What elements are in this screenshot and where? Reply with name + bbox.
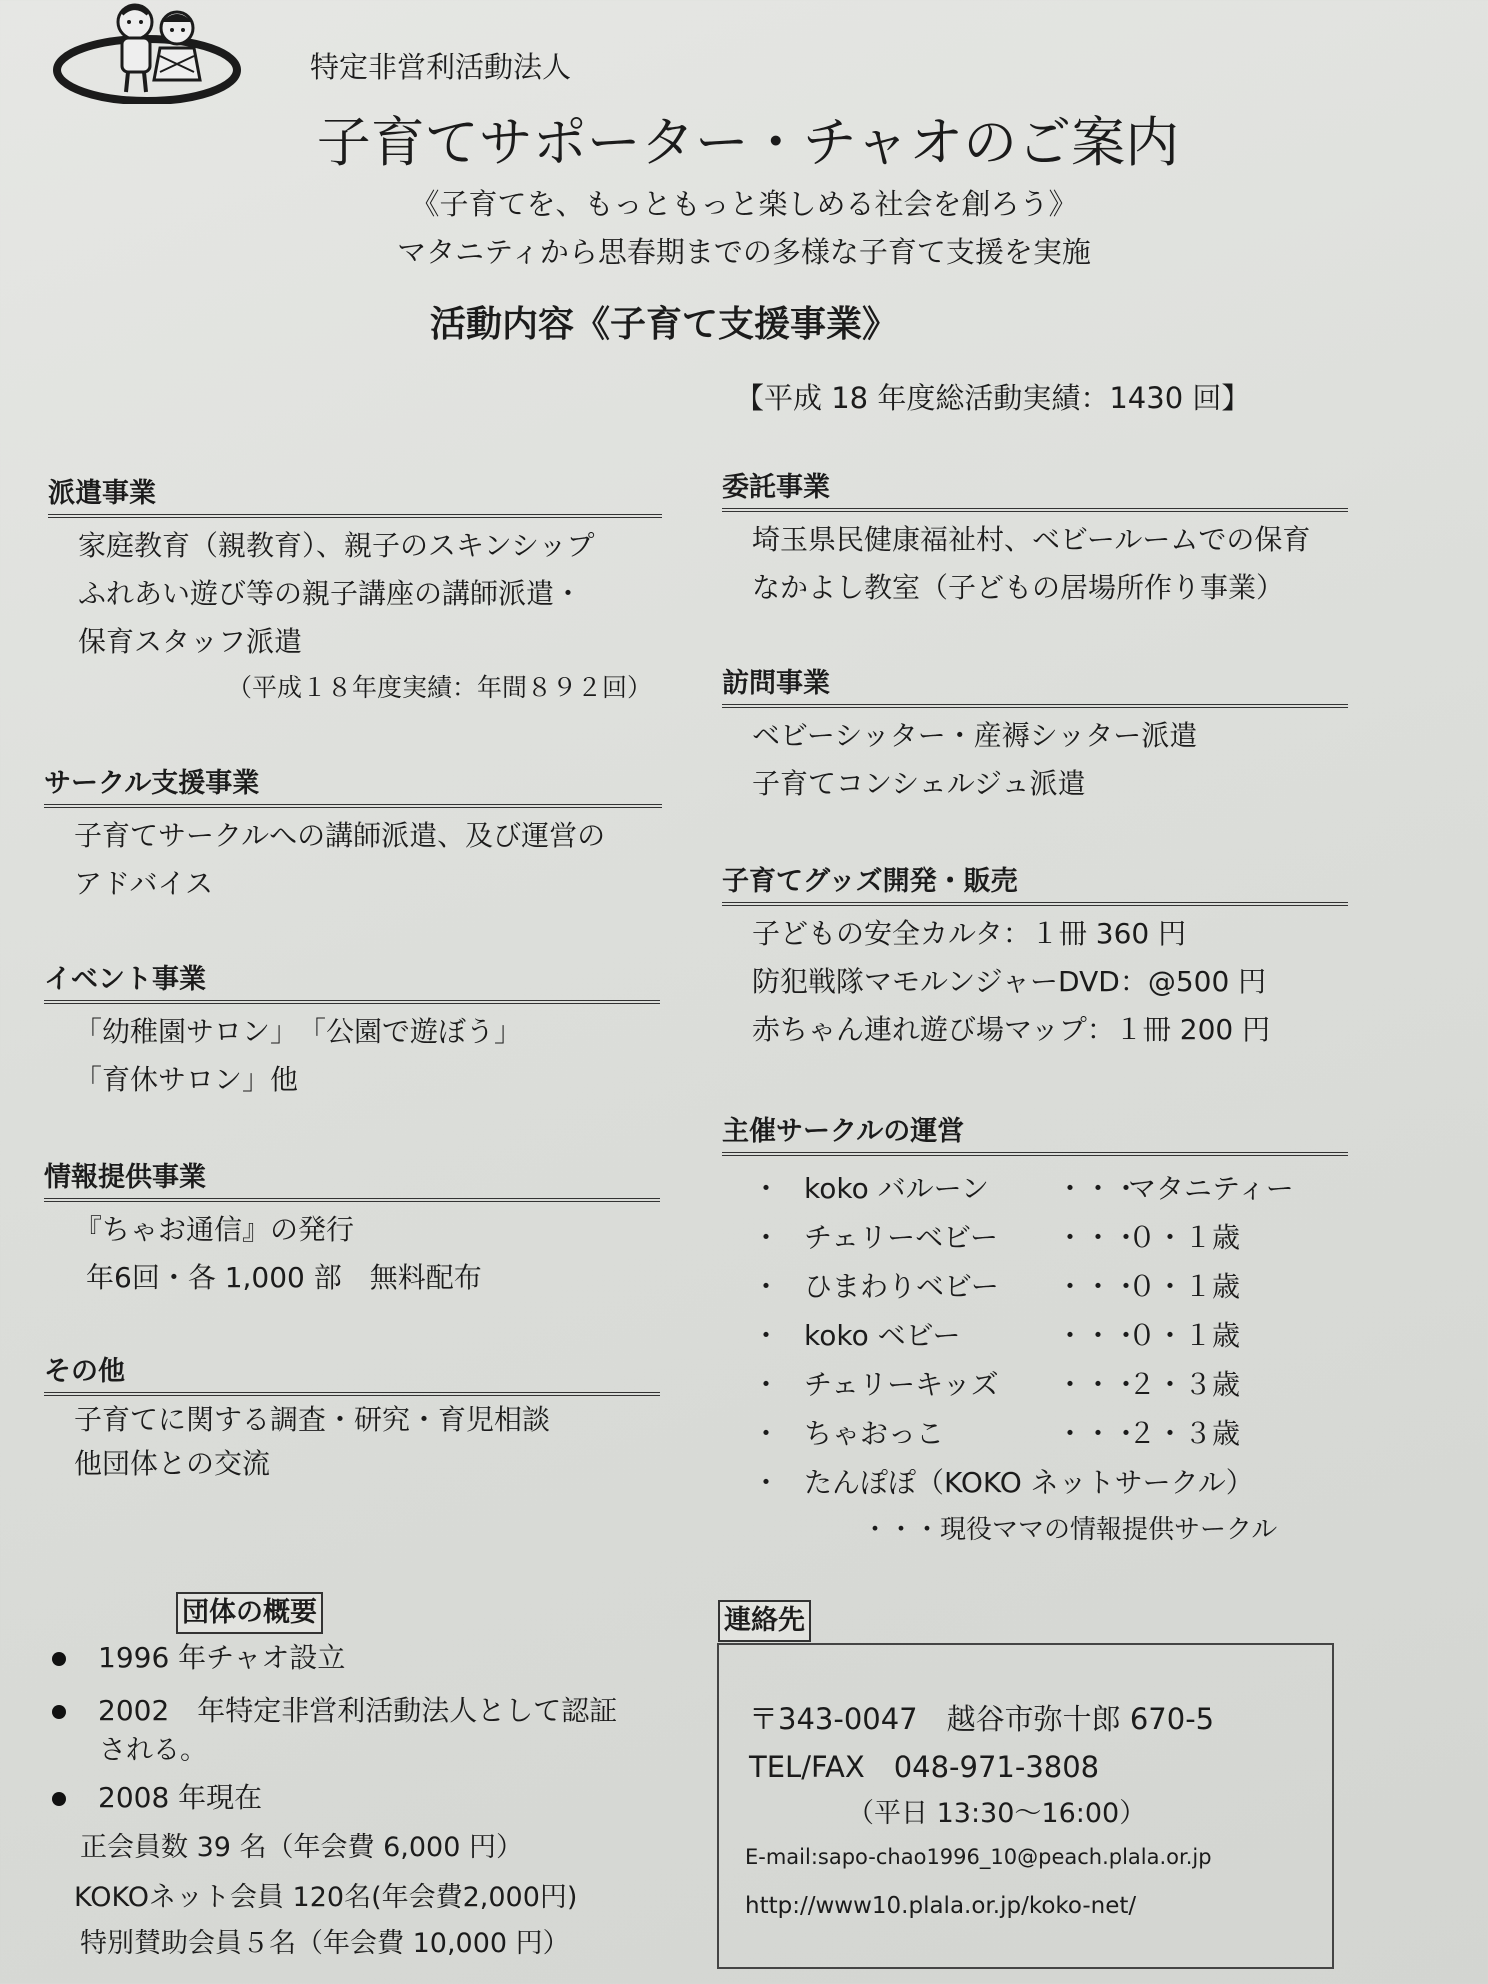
section-line: 子育てコンシェルジュ派遣 (752, 767, 1086, 800)
section-visit (722, 666, 1348, 808)
separator: ・・・ (1056, 1172, 1141, 1205)
contact-telfax: TEL/FAX 048-971-3808 (749, 1750, 1100, 1784)
bullet-icon (52, 1705, 66, 1719)
bullet: ・ (752, 1221, 781, 1254)
circle-item (722, 1262, 1348, 1311)
circle-item (722, 1360, 1348, 1409)
circle-name: koko ベビー (804, 1319, 961, 1352)
section-line: アドバイス (74, 867, 214, 900)
separator: ・・・ (1056, 1417, 1141, 1450)
overview-heading: 団体の概要 (176, 1592, 323, 1634)
circle-item (722, 1164, 1348, 1213)
circle-age: ２・３歳 (1128, 1417, 1241, 1450)
member-line: 特別賛助会員５名（年会費 10,000 円） (80, 1928, 570, 1959)
section-line: 他団体との交流 (74, 1447, 271, 1480)
bullet: ・ (752, 1319, 781, 1352)
section-goods (722, 864, 1348, 1054)
section-line: 防犯戦隊マモルンジャーDVD：@500 円 (752, 965, 1267, 998)
section-commissioned (722, 470, 1348, 612)
overview-text: 2002 年特定非営利活動法人として認証 (98, 1694, 618, 1727)
circle-item (722, 1213, 1348, 1262)
bullet-icon (52, 1652, 66, 1666)
section-line: 「幼稚園サロン」 「公園で遊ぼう」 (74, 1015, 523, 1048)
member-line: 正会員数 39 名（年会費 6,000 円） (80, 1832, 523, 1863)
organization-logo (52, 0, 242, 104)
overview-text: 1996 年チャオ設立 (98, 1641, 346, 1674)
slogan: 《子育てを、もっともっと楽しめる社会を創ろう》 (410, 187, 1078, 221)
activity-title: 活動内容《子育て支援事業》 (430, 304, 899, 345)
section-heading: 情報提供事業 (44, 1160, 660, 1202)
section-heading: 派遣事業 (48, 476, 662, 518)
overview-text-cont: される。 (99, 1735, 207, 1766)
section-information (44, 1160, 660, 1302)
section-circle-support (44, 766, 662, 908)
total-record: 【平成 18 年度総活動実績：1430 回】 (735, 381, 1251, 415)
section-line: 年6回・各 1,000 部 無料配布 (86, 1261, 482, 1294)
circle-age: マタニティー (1128, 1172, 1294, 1205)
circle-age: ２・３歳 (1128, 1368, 1241, 1401)
section-other (44, 1354, 660, 1486)
separator: ・・・ (1056, 1368, 1141, 1401)
section-note: （平成１８年度実績：年間８９２回） (226, 673, 652, 702)
overview-item (52, 1638, 345, 1678)
section-line: 子どもの安全カルタ：１冊 360 円 (752, 917, 1187, 950)
section-line: 『ちゃお通信』の発行 (74, 1213, 355, 1246)
section-line: 子育てに関する調査・研究・育児相談 (74, 1403, 551, 1436)
description: マタニティから思春期までの多様な子育て支援を実施 (397, 235, 1091, 269)
overview-item (52, 1691, 617, 1731)
bullet: ・ (752, 1270, 781, 1303)
section-heading: 主催サークルの運営 (722, 1114, 1348, 1156)
circle-name: チェリーキッズ (804, 1368, 999, 1401)
circle-name: たんぽぽ（KOKO ネットサークル） (804, 1466, 1254, 1499)
bullet-icon (52, 1792, 66, 1806)
contact-address: 〒343-0047 越谷市弥十郎 670-5 (749, 1702, 1215, 1736)
section-line: 埼玉県民健康福祉村、ベビールームでの保育 (752, 523, 1311, 556)
contact-url[interactable]: http://www10.plala.or.jp/koko-net/ (745, 1893, 1137, 1919)
section-heading: その他 (44, 1354, 660, 1396)
organization-type: 特定非営利活動法人 (310, 50, 572, 84)
section-line: 子育てサークルへの講師派遣、及び運営の (74, 819, 606, 852)
overview-text: 2008 年現在 (98, 1781, 263, 1814)
bullet: ・ (752, 1466, 781, 1499)
page-title: 子育てサポーター・チャオのご案内 (316, 111, 1180, 174)
separator: ・・・ (1056, 1319, 1141, 1352)
section-line: なかよし教室（子どもの居場所作り事業） (752, 571, 1285, 604)
section-heading: 子育てグッズ開発・販売 (722, 864, 1348, 906)
section-heading: イベント事業 (44, 962, 660, 1004)
section-dispatch (48, 476, 662, 710)
contact-hours: （平日 13:30〜16:00） (847, 1798, 1147, 1829)
section-heading: 委託事業 (722, 470, 1348, 512)
section-line: 保育スタッフ派遣 (78, 625, 303, 658)
circle-age: ０・１歳 (1128, 1270, 1241, 1303)
section-circles (722, 1114, 1348, 1553)
circle-age: ０・１歳 (1128, 1319, 1241, 1352)
bullet: ・ (752, 1368, 781, 1401)
circle-item (722, 1311, 1348, 1360)
circle-name: チェリーベビー (804, 1221, 999, 1254)
section-line: ふれあい遊び等の親子講座の講師派遣・ (78, 577, 583, 610)
circle-name: ひまわりベビー (804, 1270, 999, 1303)
section-heading: 訪問事業 (722, 666, 1348, 708)
circle-name: ちゃおっこ (804, 1417, 945, 1450)
section-line: 赤ちゃん連れ遊び場マップ：１冊 200 円 (752, 1013, 1271, 1046)
section-heading: サークル支援事業 (44, 766, 662, 808)
bullet: ・ (752, 1417, 781, 1450)
contact-email[interactable]: E-mail:sapo-chao1996_10@peach.plala.or.jp (745, 1845, 1212, 1869)
section-event (44, 962, 660, 1104)
circle-name: koko バルーン (804, 1172, 990, 1205)
contact-box (717, 1643, 1334, 1969)
circle-item (722, 1409, 1348, 1458)
contact-heading: 連絡先 (718, 1600, 811, 1642)
circle-item (722, 1458, 1348, 1507)
section-line: 「育休サロン」他 (74, 1063, 299, 1096)
separator: ・・・ (1056, 1221, 1141, 1254)
separator: ・・・ (1056, 1270, 1141, 1303)
bullet: ・ (752, 1172, 781, 1205)
section-line: 家庭教育（親教育）、親子のスキンシップ (78, 529, 595, 562)
circle-note: ・・・現役ママの情報提供サークル (862, 1515, 1278, 1545)
section-line: ベビーシッター・産褥シッター派遣 (752, 719, 1198, 752)
overview-item (52, 1778, 262, 1818)
circle-age: ０・１歳 (1128, 1221, 1241, 1254)
member-line: KOKOネット会員 120名(年会費2,000円) (74, 1882, 578, 1913)
